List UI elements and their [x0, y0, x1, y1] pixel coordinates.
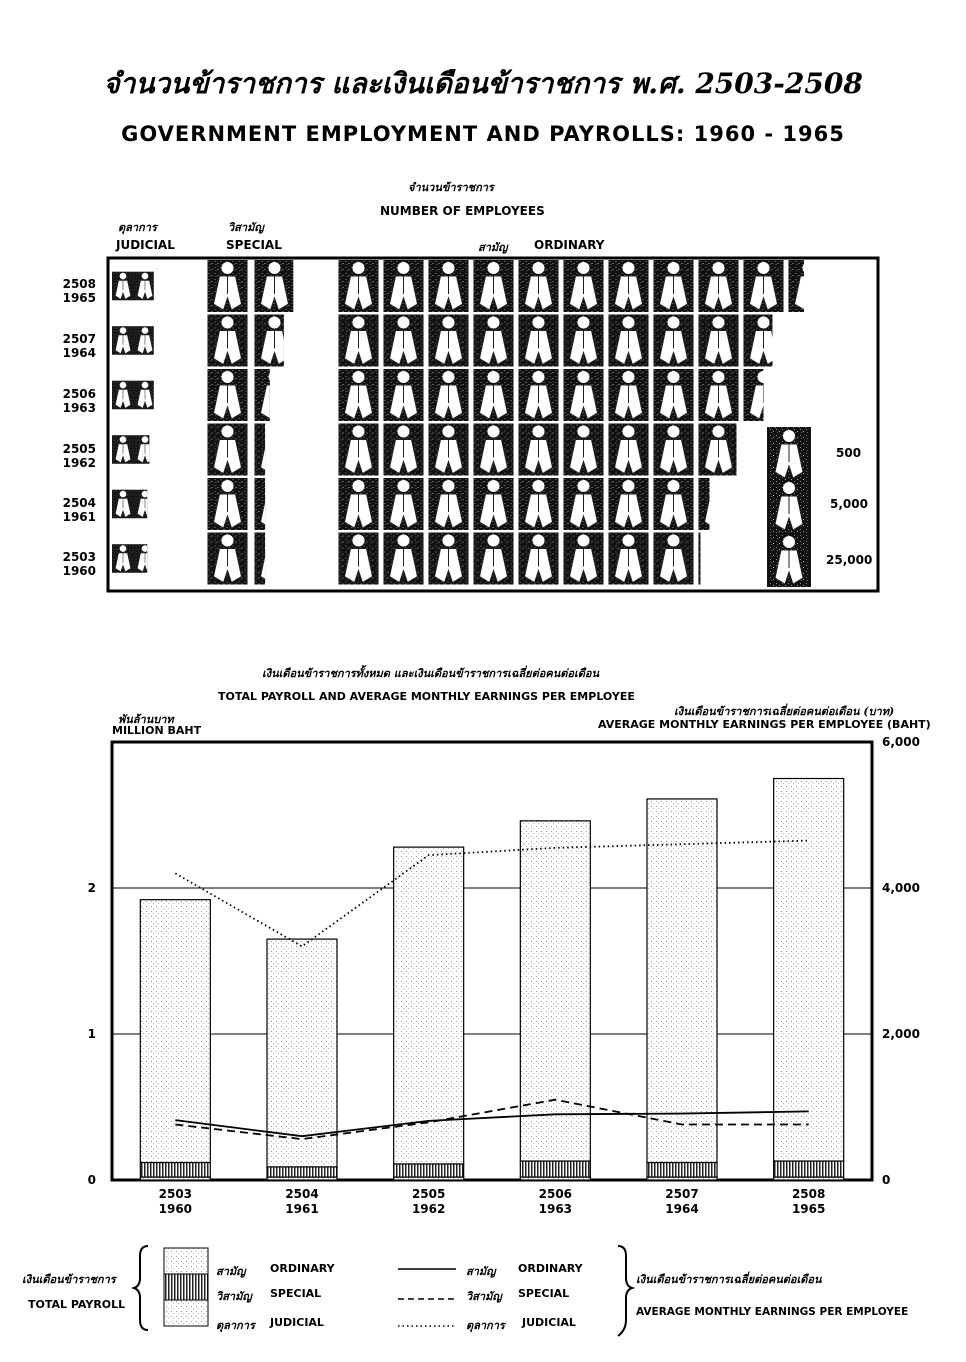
- title-thai: จำนวนข้าราชการ และเงินเดือนข้าราชการ พ.ศ. 2503-2508: [103, 67, 863, 100]
- bar-ordinary: [774, 779, 844, 1162]
- y2-tick-label: 4,000: [882, 881, 920, 895]
- year-label: 2507 1964: [62, 332, 96, 360]
- y2-tick-label: 0: [882, 1173, 891, 1187]
- left-axis-unit-thai: พันล้านบาท: [118, 713, 174, 726]
- key-value-special: 5,000: [830, 497, 868, 511]
- y2-tick-label: 2,000: [882, 1027, 920, 1041]
- legend-avg: AVERAGE MONTHLY EARNINGS PER EMPLOYEE: [636, 1306, 909, 1318]
- right-axis-title: AVERAGE MONTHLY EARNINGS PER EMPLOYEE (BAHT): [598, 718, 931, 731]
- y-tick-label: 2: [87, 881, 96, 895]
- x-tick-label: 2507: [665, 1187, 699, 1201]
- legend-swatch-special: [164, 1274, 208, 1300]
- bar-special: [647, 1162, 717, 1177]
- title-english: GOVERNMENT EMPLOYMENT AND PAYROLLS: 1960 - 1965: [121, 122, 845, 146]
- legend-special: SPECIAL: [270, 1287, 322, 1300]
- legend-special-thai: วิสามัญ: [216, 1290, 252, 1303]
- bar-ordinary: [520, 821, 590, 1161]
- payroll-title: TOTAL PAYROLL AND AVERAGE MONTHLY EARNINGS PER EMPLOYEE: [218, 690, 635, 703]
- legend-judicial-thai: ตุลาการ: [216, 1319, 255, 1332]
- legend-swatch-judicial: [164, 1300, 208, 1326]
- x-tick-label: 1962: [411, 1202, 446, 1216]
- x-tick-label: 1961: [285, 1202, 319, 1216]
- legend-swatch-ordinary: [164, 1248, 208, 1274]
- legend-total-payroll-thai: เงินเดือนข้าราชการ: [22, 1273, 116, 1286]
- legend-brace-right: [618, 1246, 632, 1336]
- legend-avg-thai: เงินเดือนข้าราชการเฉลี่ยต่อคนต่อเดือน: [636, 1273, 822, 1286]
- legend-ordinary: ORDINARY: [270, 1262, 335, 1275]
- x-tick-label: 2503: [158, 1187, 193, 1201]
- legend-line-ordinary-thai: สามัญ: [466, 1265, 496, 1278]
- x-tick-label: 2504: [285, 1187, 319, 1201]
- x-tick-label: 1963: [538, 1202, 573, 1216]
- bar-special: [520, 1161, 590, 1177]
- y-tick-label: 1: [87, 1027, 96, 1041]
- employment-title-thai: จำนวนข้าราชการ: [408, 181, 494, 194]
- legend-line-judicial-thai: ตุลาการ: [466, 1319, 505, 1332]
- year-label: 2503 1960: [62, 550, 96, 578]
- x-tick-label: 2508: [791, 1187, 826, 1201]
- plot-frame: [112, 742, 872, 1180]
- x-tick-label: 1964: [665, 1202, 699, 1216]
- y-tick-label: 0: [87, 1173, 96, 1187]
- legend-ordinary-thai: สามัญ: [216, 1265, 246, 1278]
- legend-total-payroll: TOTAL PAYROLL: [28, 1298, 126, 1311]
- special-label: SPECIAL: [226, 238, 282, 252]
- bar-special: [394, 1164, 464, 1177]
- employment-title: NUMBER OF EMPLOYEES: [380, 204, 545, 218]
- bar-special: [774, 1161, 844, 1177]
- bar-ordinary: [647, 799, 717, 1163]
- year-label: 2508 1965: [62, 277, 96, 305]
- legend-judicial: JUDICIAL: [270, 1316, 324, 1329]
- ordinary-label: ORDINARY: [534, 238, 605, 252]
- special-label-thai: วิสามัญ: [228, 221, 264, 234]
- x-tick-label: 2506: [538, 1187, 573, 1201]
- payroll-title-thai: เงินเดือนข้าราชการทั้งหมด และเงินเดือนข้าราชการเฉลี่ยต่อคนต่อเดือน: [262, 667, 600, 680]
- key-value-ordinary: 25,000: [826, 553, 873, 567]
- legend-line-ordinary-label: ORDINARY: [518, 1262, 583, 1275]
- legend-line-special-thai: วิสามัญ: [466, 1290, 502, 1303]
- x-tick-label: 1965: [791, 1202, 826, 1216]
- x-tick-label: 2505: [411, 1187, 446, 1201]
- legend-line-special-label: SPECIAL: [518, 1287, 570, 1300]
- bar-special: [140, 1162, 210, 1177]
- key-value-judicial: 500: [836, 446, 862, 460]
- y2-tick-label: 6,000: [882, 735, 920, 749]
- year-label: 2505 1962: [62, 442, 96, 470]
- legend-line-judicial-label: JUDICIAL: [522, 1316, 576, 1329]
- judicial-label-thai: ตุลาการ: [118, 221, 157, 234]
- x-tick-label: 1960: [158, 1202, 193, 1216]
- bar-ordinary: [394, 847, 464, 1164]
- ordinary-label-thai: สามัญ: [478, 241, 508, 254]
- left-axis-title: MILLION BAHT: [112, 724, 202, 737]
- right-axis-unit-thai: เงินเดือนข้าราชการเฉลี่ยต่อคนต่อเดือน (บาท): [674, 705, 895, 718]
- judicial-label: JUDICIAL: [116, 238, 175, 252]
- bar-special: [267, 1167, 337, 1177]
- year-label: 2506 1963: [62, 387, 96, 415]
- year-label: 2504 1961: [62, 496, 96, 524]
- legend-brace-left: [134, 1246, 148, 1330]
